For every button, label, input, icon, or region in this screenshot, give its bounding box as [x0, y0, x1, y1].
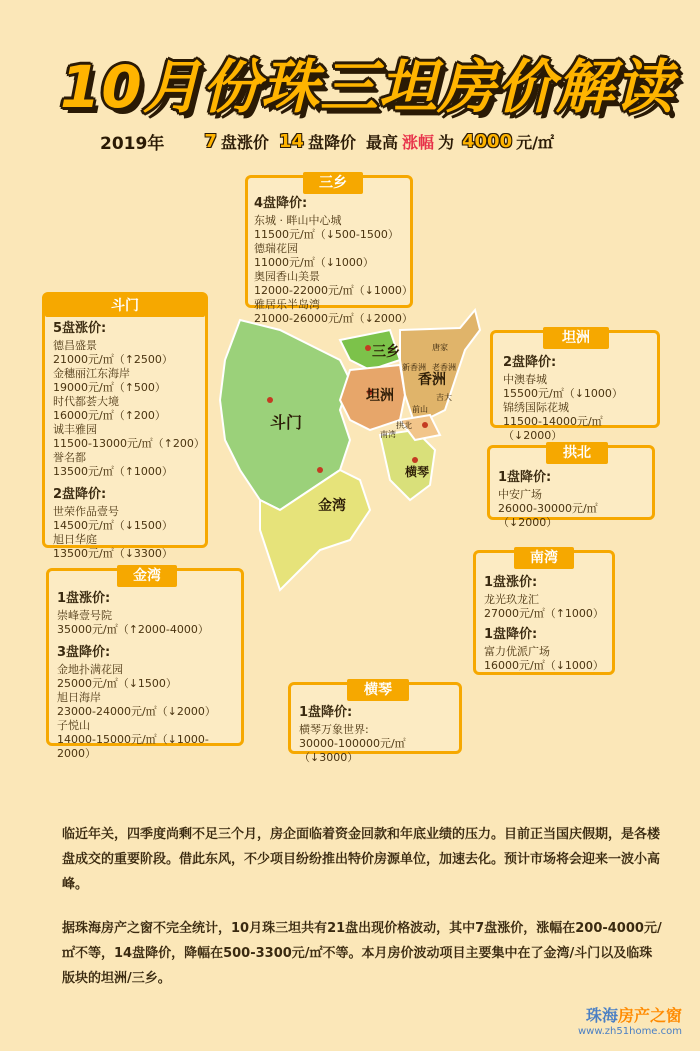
panel-jinwan	[46, 568, 244, 760]
nanwan-line: 16000元/㎡（↓1000）	[484, 659, 604, 672]
map-shapes	[220, 310, 480, 590]
map-label-tangjia: 唐家	[432, 343, 448, 352]
jinwan-line: 子悦山	[57, 719, 90, 732]
tanzhou-line: 锦绣国际花城	[503, 401, 569, 414]
panel-doumen-body	[53, 319, 205, 561]
panel-sanxiang	[245, 175, 413, 325]
doumen-line: 13500元/㎡（↑1000）	[53, 465, 173, 478]
map-label-jida: 吉大	[436, 393, 452, 402]
subtitle-max-label: 最高	[365, 132, 398, 152]
nanwan-header-down: 1盘降价:	[484, 627, 538, 642]
doumen-line: 14500元/㎡（↓1500）	[53, 519, 173, 532]
panel-tanzhou-body	[503, 353, 653, 443]
intro-paragraph: 临近年关，四季度尚剩不足三个月，房企面临着资金回款和年底业绩的压力。目前正当国庆假期，是各楼盘成交的重要阶段。借此东风，不少项目纷纷推出特价房源单位，加速去化。预计市场将会迎来一波小高峰。	[62, 827, 661, 892]
panel-tanzhou	[490, 330, 660, 442]
doumen-line: 21000元/㎡（↑2500）	[53, 353, 173, 366]
gongbei-line: 26000-30000元/㎡（↓2000）	[498, 502, 598, 529]
jinwan-line: 35000元/㎡（↑2000-4000）	[57, 623, 209, 636]
map-label-laoxiangzhou: 老香洲	[432, 363, 456, 372]
doumen-line: 金穗丽江东海岸	[53, 367, 130, 380]
pin-sanxiang	[365, 345, 371, 351]
panel-hengqin-body	[299, 703, 457, 765]
panel-hengqin	[288, 682, 462, 764]
nanwan-line: 龙光玖龙汇	[484, 593, 539, 606]
panel-gongbei-body	[498, 468, 648, 530]
jinwan-line: 14000-15000元/㎡（↓1000-2000）	[57, 733, 209, 760]
jinwan-line: 金地扑满花园	[57, 663, 123, 676]
hengqin-header: 1盘降价:	[299, 705, 353, 720]
stats-paragraph: 据珠海房产之窗不完全统计，10月珠三坦共有21盘出现价格波动，其中7盘涨价，涨幅在200-4000元/㎡不等，14盘降价，降幅在500-3300元/㎡不等。本月房价波动项目主要集中在了金湾/斗门以及临珠版块的坦洲/三乡。	[62, 921, 662, 986]
panel-nanwan	[473, 550, 615, 675]
pin-doumen	[267, 397, 273, 403]
panel-sanxiang-body	[254, 194, 413, 326]
map-label-tanzhou: 坦洲	[366, 388, 394, 404]
doumen-line: 13500元/㎡（↓3300）	[53, 547, 173, 560]
sanxiang-line: 德瑞花园	[254, 242, 298, 255]
panel-doumen-tag: 斗门	[45, 295, 205, 317]
subtitle-max-value: 4000	[462, 130, 513, 152]
sanxiang-line: 东城 · 畔山中心城	[254, 214, 342, 227]
doumen-line: 誉名都	[53, 451, 86, 464]
map-label-jinwan: 金湾	[318, 498, 346, 514]
panel-tanzhou-tag: 坦洲	[543, 327, 609, 349]
map-label-xiangzhou: 香洲	[418, 372, 446, 388]
jinwan-line: 崇峰壹号院	[57, 609, 112, 622]
zhuhai-district-map	[200, 300, 500, 600]
footer-logo	[542, 1003, 682, 1037]
jinwan-line: 旭日海岸	[57, 691, 101, 704]
doumen-header-up: 5盘涨价:	[53, 321, 107, 336]
subtitle-max-unit: 元/㎡	[516, 132, 554, 152]
doumen-line: 世荣作品壹号	[53, 505, 119, 518]
subtitle-down-count: 14	[278, 130, 304, 152]
doumen-line: 19000元/㎡（↑500）	[53, 381, 166, 394]
nanwan-header-up: 1盘涨价:	[484, 575, 538, 590]
map-label-gongbei: 拱北	[396, 421, 412, 430]
panel-sanxiang-tag: 三乡	[303, 172, 363, 194]
subtitle-max-tail: 为	[437, 132, 454, 152]
gongbei-header: 1盘降价:	[498, 470, 552, 485]
panel-gongbei-tag: 拱北	[546, 442, 608, 464]
map-label-xinxiangzhou: 新香洲	[402, 363, 426, 372]
footer-url: www.zh51home.com	[578, 1026, 682, 1037]
nanwan-line: 富力优派广场	[484, 645, 550, 658]
sanxiang-line: 12000-22000元/㎡（↓1000）	[254, 284, 413, 297]
page-title: 10月份珠三坦房价解读	[60, 53, 674, 121]
doumen-line: 16000元/㎡（↑200）	[53, 409, 166, 422]
jinwan-line: 23000-24000元/㎡（↓2000）	[57, 705, 216, 718]
panel-nanwan-body	[484, 573, 612, 673]
doumen-line: 11500-13000元/㎡（↑200）	[53, 437, 205, 450]
panel-nanwan-tag: 南湾	[514, 547, 574, 569]
jinwan-line: 25000元/㎡（↓1500）	[57, 677, 177, 690]
sanxiang-line: 奥园香山美景	[254, 270, 320, 283]
nanwan-line: 27000元/㎡（↑1000）	[484, 607, 604, 620]
tanzhou-line: 中澳春城	[503, 373, 547, 386]
panel-gongbei	[487, 445, 655, 529]
doumen-line: 诚丰雅园	[53, 423, 97, 436]
gongbei-line: 中安广场	[498, 488, 542, 501]
pin-hengqin	[412, 457, 418, 463]
tanzhou-header: 2盘降价:	[503, 355, 557, 370]
doumen-line: 旭日华庭	[53, 533, 97, 546]
subtitle-year: 2019年	[100, 133, 165, 154]
footer-logo-a: 珠海	[585, 1006, 618, 1025]
sanxiang-header: 4盘降价:	[254, 196, 308, 211]
sanxiang-line: 雅居乐半岛湾	[254, 298, 320, 311]
map-label-doumen: 斗门	[270, 413, 303, 432]
subtitle-up-count: 7	[204, 130, 217, 152]
sanxiang-line: 21000-26000元/㎡（↓2000）	[254, 312, 413, 325]
pin-jinwan	[317, 467, 323, 473]
subtitle-down-label: 盘降价	[307, 132, 356, 152]
map-label-nanwan: 南湾	[380, 430, 396, 439]
doumen-header-down: 2盘降价:	[53, 487, 107, 502]
hengqin-line: 横琴万象世界:	[299, 723, 369, 736]
panel-jinwan-body	[57, 589, 239, 761]
hengqin-line: 30000-100000元/㎡（↓3000）	[299, 737, 406, 764]
map-label-sanxiang: 三乡	[372, 344, 400, 360]
page-subtitle	[100, 128, 660, 154]
pin-gongbei	[422, 422, 428, 428]
jinwan-header-down: 3盘降价:	[57, 645, 111, 660]
sanxiang-line: 11000元/㎡（↓1000）	[254, 256, 374, 269]
map-label-qianshan: 前山	[412, 405, 428, 414]
footer-logo-b: 房产之窗	[617, 1006, 682, 1025]
subtitle-up-label: 盘涨价	[220, 132, 269, 152]
subtitle-max-red: 涨幅	[401, 132, 434, 152]
panel-jinwan-tag: 金湾	[117, 565, 177, 587]
doumen-line: 时代都荟大境	[53, 395, 119, 408]
doumen-line: 德昌盛景	[53, 339, 97, 352]
panel-hengqin-tag: 横琴	[347, 679, 409, 701]
jinwan-header-up: 1盘涨价:	[57, 591, 111, 606]
panel-doumen	[42, 292, 208, 560]
tanzhou-line: 11500-14000元/㎡（↓2000）	[503, 415, 603, 442]
map-label-hengqin: 横琴	[405, 465, 430, 479]
tanzhou-line: 15500元/㎡（↓1000）	[503, 387, 623, 400]
sanxiang-line: 11500元/㎡（↓500-1500）	[254, 228, 399, 241]
